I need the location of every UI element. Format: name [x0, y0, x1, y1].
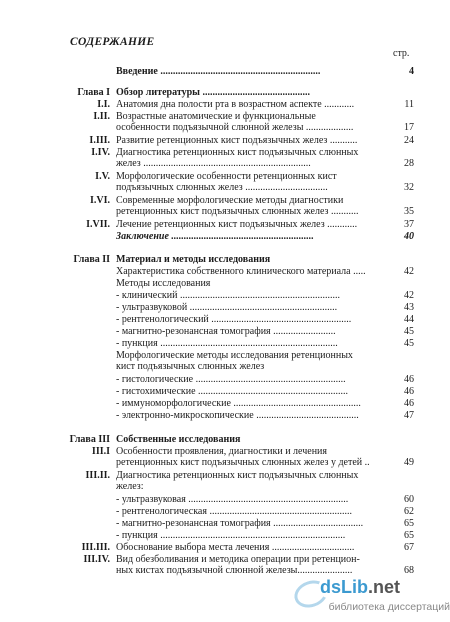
toc-entry-number: I.IV. [91, 147, 110, 158]
toc-entry-page: 44 [404, 314, 414, 325]
toc-entry-number: I.III. [89, 135, 110, 146]
toc-heading: СОДЕРЖАНИЕ [70, 36, 155, 48]
toc-entry-page: 35 [404, 206, 414, 217]
toc-entry-title [116, 350, 386, 372]
toc-entry-line: особенности подъязычной слюнной железы ................... [116, 122, 354, 133]
toc-entry-page: 60 [404, 494, 414, 505]
toc-entry-page: 62 [404, 506, 414, 517]
toc-entry-line: ретенционных кист подъязычных слюнных желез у детей .. [116, 457, 370, 468]
toc-entry-line: Развитие ретенционных кист подъязычных желез ........... [116, 135, 358, 146]
toc-entry-line: - рентгенологическая ......................................................... [116, 506, 352, 517]
toc-entry-line: подъязычных слюнных желез ................................. [116, 182, 328, 193]
toc-entry-title [116, 326, 386, 337]
toc-entry-page: 46 [404, 374, 414, 385]
toc-entry-page: 43 [404, 302, 414, 313]
toc-entry-line: Особенности проявления, диагностики и лечения [116, 446, 328, 457]
toc-entry-title [116, 87, 386, 98]
toc-entry-line: Обоснование выбора места лечения ................................. [116, 542, 355, 553]
toc-entry-title [116, 219, 386, 230]
toc-entry-line: - ультразвуковая ................................................................ [116, 494, 349, 505]
toc-entry-title [116, 135, 386, 146]
toc-entry-line: - магнитно-резонансная томография .................................... [116, 518, 364, 529]
toc-entry-line: Анатомия дна полости рта в возрастном аспекте ............ [116, 99, 355, 110]
toc-entry-line: Морфологические методы исследования ретенционных [116, 350, 353, 361]
toc-entry-number: III.III. [81, 542, 110, 553]
toc-entry-page: 65 [404, 530, 414, 541]
toc-entry-line: Современные морфологические методы диагностики [116, 195, 344, 206]
toc-entry-number: III.II. [85, 470, 110, 481]
toc-entry-title [116, 314, 386, 325]
toc-entry-title [116, 266, 386, 277]
toc-entry-line: Заключение ......................................................... [116, 231, 314, 242]
toc-entry-number: I.VI. [89, 195, 110, 206]
toc-entry-title [116, 434, 386, 445]
toc-entry-page: 40 [404, 231, 414, 242]
toc-entry-title [116, 410, 386, 421]
toc-entry-page: 45 [404, 338, 414, 349]
toc-entry-page: 42 [404, 290, 414, 301]
toc-entry-page: 4 [409, 66, 414, 77]
toc-entry-title [116, 302, 386, 313]
toc-entry-number: I.VII. [86, 219, 110, 230]
toc-entry-line: - гистологические ............................................................ [116, 374, 346, 385]
toc-entry-line: - рентгенологический ........................................................ [116, 314, 352, 325]
toc-entry-line: Обзор литературы ........................................... [116, 87, 310, 98]
toc-entry-page: 42 [404, 266, 414, 277]
toc-entry-line: ных кистах подъязычной слюнной железы...................... [116, 565, 353, 576]
toc-entry-title [116, 290, 386, 301]
watermark-logo: dsLib.net [320, 577, 401, 597]
toc-entry-number: I.V. [95, 171, 110, 182]
toc-entry-title [116, 231, 386, 242]
toc-entry-title [116, 470, 386, 492]
toc-entry-title [116, 374, 386, 385]
toc-entry-title [116, 111, 386, 133]
toc-entry-line: кист подъязычных слюнных желез [116, 361, 265, 372]
toc-entry-number: III.IV. [83, 554, 110, 565]
toc-entry-title [116, 254, 386, 265]
toc-entry-title [116, 542, 386, 553]
toc-entry-line: Диагностика ретенционных кист подъязычных слюнных [116, 470, 359, 481]
toc-entry-line: Лечение ретенционных кист подъязычных желез ............ [116, 219, 358, 230]
toc-entry-line: - магнитно-резонансная томография ......................... [116, 326, 336, 337]
toc-entry-page: 28 [404, 158, 414, 169]
toc-entry-page: 46 [404, 398, 414, 409]
toc-entry-page: 45 [404, 326, 414, 337]
toc-entry-line: - иммуноморфологические ................................................... [116, 398, 361, 409]
watermark [284, 577, 450, 622]
toc-entry-number: Глава III [69, 434, 110, 445]
toc-entry-title [116, 398, 386, 409]
toc-entry-page: 24 [404, 135, 414, 146]
toc-entry-page: 37 [404, 219, 414, 230]
toc-entry-line: Возрастные анатомические и функциональные [116, 111, 316, 122]
toc-entry-line: - гистохимические ............................................................ [116, 386, 349, 397]
toc-entry-line: Материал и методы исследования [116, 254, 271, 265]
toc-entry-page: 46 [404, 386, 414, 397]
toc-entry-title [116, 554, 386, 576]
page-column-label: стр. [393, 48, 410, 59]
toc-entry-page: 47 [404, 410, 414, 421]
toc-entry-title [116, 494, 386, 505]
toc-entry-title [116, 278, 386, 289]
toc-entry-line: желез: [116, 481, 144, 492]
toc-entry-line: - ультразвуковой ........................................................... [116, 302, 338, 313]
toc-entry-line: - клинический ................................................................ [116, 290, 340, 301]
toc-entry-title [116, 171, 386, 193]
toc-entry-page: 65 [404, 518, 414, 529]
toc-entry-title [116, 195, 386, 217]
toc-entry-number: III.I [91, 446, 110, 457]
toc-entry-page: 32 [404, 182, 414, 193]
toc-entry-title [116, 99, 386, 110]
toc-entry-number: I.I. [97, 99, 110, 110]
toc-entry-page: 49 [404, 457, 414, 468]
toc-entry-line: Характеристика собственного клинического материала ..... [116, 266, 366, 277]
toc-entry-line: Морфологические особенности ретенционных кист [116, 171, 337, 182]
toc-entry-line: ретенционных кист подъязычных слюнных желез ........... [116, 206, 359, 217]
toc-entry-page: 17 [404, 122, 414, 133]
toc-entry-number: I.II. [93, 111, 110, 122]
toc-entry-line: - электронно-микроскопические ......................................... [116, 410, 359, 421]
toc-entry-title [116, 386, 386, 397]
toc-entry-line: Собственные исследования [116, 434, 241, 445]
toc-entry-title [116, 530, 386, 541]
toc-entry-title [116, 518, 386, 529]
toc-entry-line: желез ................................................................... [116, 158, 311, 169]
toc-entry-line: Вид обезболивания и методика операции при ретенцион- [116, 554, 360, 565]
toc-entry-line: Введение ................................................................ [116, 66, 321, 77]
toc-entry-line: - пункция .......................................................................... [116, 530, 346, 541]
toc-entry-line: Методы исследования [116, 278, 211, 289]
toc-entry-page: 67 [404, 542, 414, 553]
toc-entry-title [116, 506, 386, 517]
watermark-subtitle: библиотека диссертаций [328, 601, 450, 613]
toc-entry-number: Глава II [73, 254, 110, 265]
toc-entry-title [116, 446, 386, 468]
toc-entry-line: - пункция ....................................................................... [116, 338, 338, 349]
toc-entry-page: 68 [404, 565, 414, 576]
toc-entry-page: 11 [404, 99, 414, 110]
toc-entry-title [116, 66, 386, 77]
toc-entry-title [116, 147, 386, 169]
toc-entry-line: Диагностика ретенционных кист подъязычных слюнных [116, 147, 359, 158]
toc-entry-title [116, 338, 386, 349]
toc-entry-number: Глава I [77, 87, 110, 98]
